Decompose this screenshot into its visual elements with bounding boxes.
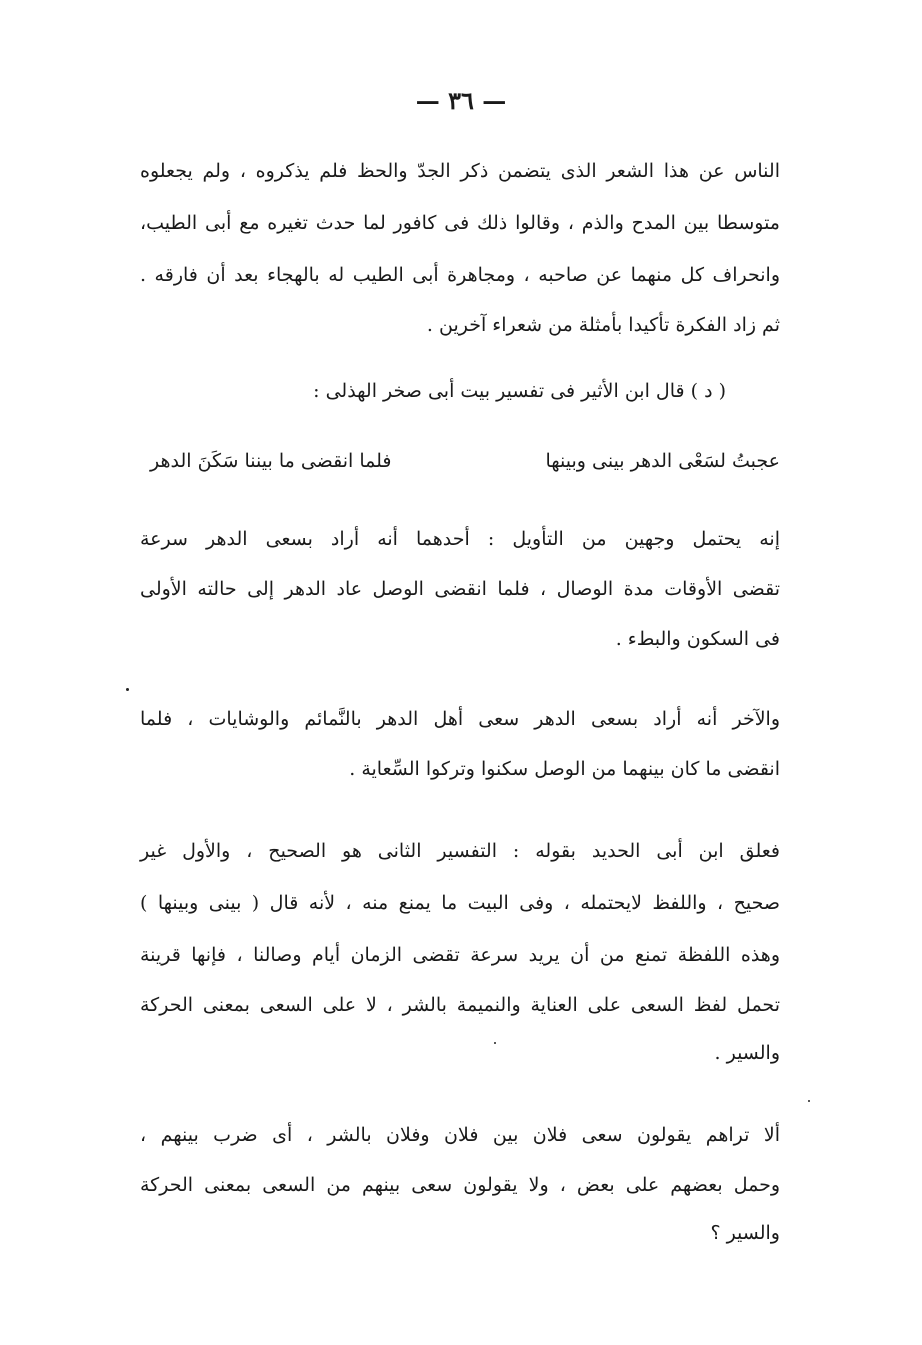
paragraph-2-line-2: تقضى الأوقات مدة الوصال ، فلما انقضى الوصل عاد الدهر إلى حالته الأولى — [140, 578, 780, 600]
paragraph-1-line-3: وانحراف كل منهما عن صاحبه ، ومجاهرة أبى الطيب له بالهجاء بعد أن فارقه . — [140, 264, 780, 286]
scan-speck — [494, 1042, 496, 1044]
paragraph-1-line-2: متوسطا بين المدح والذم ، وقالوا ذلك فى كافور لما حدث تغيره مع أبى الطيب، — [140, 212, 780, 234]
paragraph-2-line-3: فى السكون والبطء . — [615, 628, 780, 650]
paragraph-3-line-1: والآخر أنه أراد بسعى الدهر سعى أهل الدهر بالنَّمائم والوشايات ، فلما — [140, 708, 780, 730]
paragraph-4-line-5: والسير . — [714, 1042, 780, 1064]
verse-first-hemistich: عجبتُ لسَعْى الدهر بينى وبينها — [545, 450, 780, 472]
section-d-heading: ( د ) قال ابن الأثير فى تفسير بيت أبى صخر الهذلى : — [313, 380, 726, 402]
scan-speck — [126, 688, 129, 691]
paragraph-5-line-3: والسير ؟ — [710, 1222, 780, 1244]
paragraph-3-line-2: انقضى ما كان بينهما من الوصل سكنوا وتركوا السِّعاية . — [349, 758, 780, 780]
paragraph-4-line-1: فعلق ابن أبى الحديد بقوله : التفسير الثانى هو الصحيح ، والأول غير — [140, 840, 780, 862]
verse-second-hemistich: فلما انقضى ما بيننا سَكَنَ الدهر — [150, 450, 392, 472]
scan-speck — [808, 1100, 810, 1102]
paragraph-1-line-4: ثم زاد الفكرة تأكيدا بأمثلة من شعراء آخرين . — [426, 314, 780, 336]
page-number: — ٣٦ — — [415, 86, 507, 115]
paragraph-4-line-2: صحيح ، واللفظ لايحتمله ، وفى البيت ما يمنع منه ، لأنه قال ( بينى وبينها ) — [140, 892, 780, 914]
paragraph-2-line-1: إنه يحتمل وجهين من التأويل : أحدهما أنه أراد بسعى الدهر سرعة — [140, 528, 780, 550]
paragraph-4-line-3: وهذه اللفظة تمنع من أن يريد سرعة تقضى الزمان أيام وصالنا ، فإنها قرينة — [140, 944, 780, 966]
paragraph-5-line-2: وحمل بعضهم على بعض ، ولا يقولون سعى بينهم من السعى بمعنى الحركة — [140, 1174, 780, 1196]
paragraph-1-line-1: الناس عن هذا الشعر الذى يتضمن ذكر الجدّ والحظ فلم يذكروه ، ولم يجعلوه — [140, 160, 780, 182]
paragraph-4-line-4: تحمل لفظ السعى على العناية والنميمة بالشر ، لا على السعى بمعنى الحركة — [140, 994, 780, 1016]
paragraph-5-line-1: ألا تراهم يقولون سعى فلان بين فلان وفلان بالشر ، أى ضرب بينهم ، — [140, 1124, 780, 1146]
